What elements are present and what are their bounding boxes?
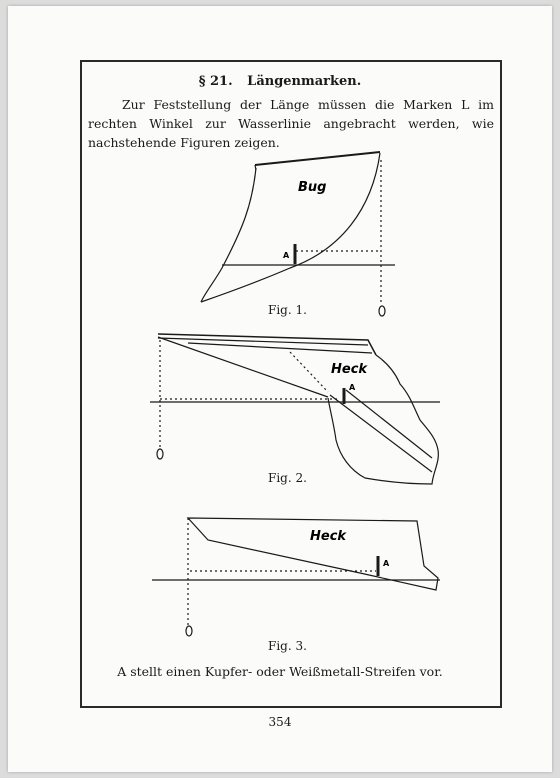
fig2-caption: Fig. 2. [268, 471, 307, 485]
figure-3 [152, 518, 440, 636]
fig3-mark-label: A [383, 559, 390, 568]
fig3-region-label: Heck [310, 529, 347, 544]
section-title: Längenmarken. [247, 74, 362, 89]
fig1-mark-label: A [283, 251, 290, 260]
page-number: 354 [268, 715, 292, 729]
section-number: § 21. [198, 74, 233, 89]
figure-2 [150, 334, 440, 484]
fig1-region-label: Bug [298, 180, 327, 195]
body-paragraph: Zur Feststellung der Länge müssen die Marken L im rechten Winkel zur Wasserlinie angebracht werden, wie nachstehende Figuren zeigen. [88, 97, 494, 150]
figure-note: A stellt einen Kupfer- oder Weißmetall-Streifen vor. [117, 664, 443, 679]
fig3-caption: Fig. 3. [268, 639, 307, 653]
fig2-mark-label: A [349, 383, 356, 392]
figure-1 [201, 152, 395, 316]
fig2-region-label: Heck [331, 362, 368, 377]
fig1-caption: Fig. 1. [268, 303, 307, 317]
